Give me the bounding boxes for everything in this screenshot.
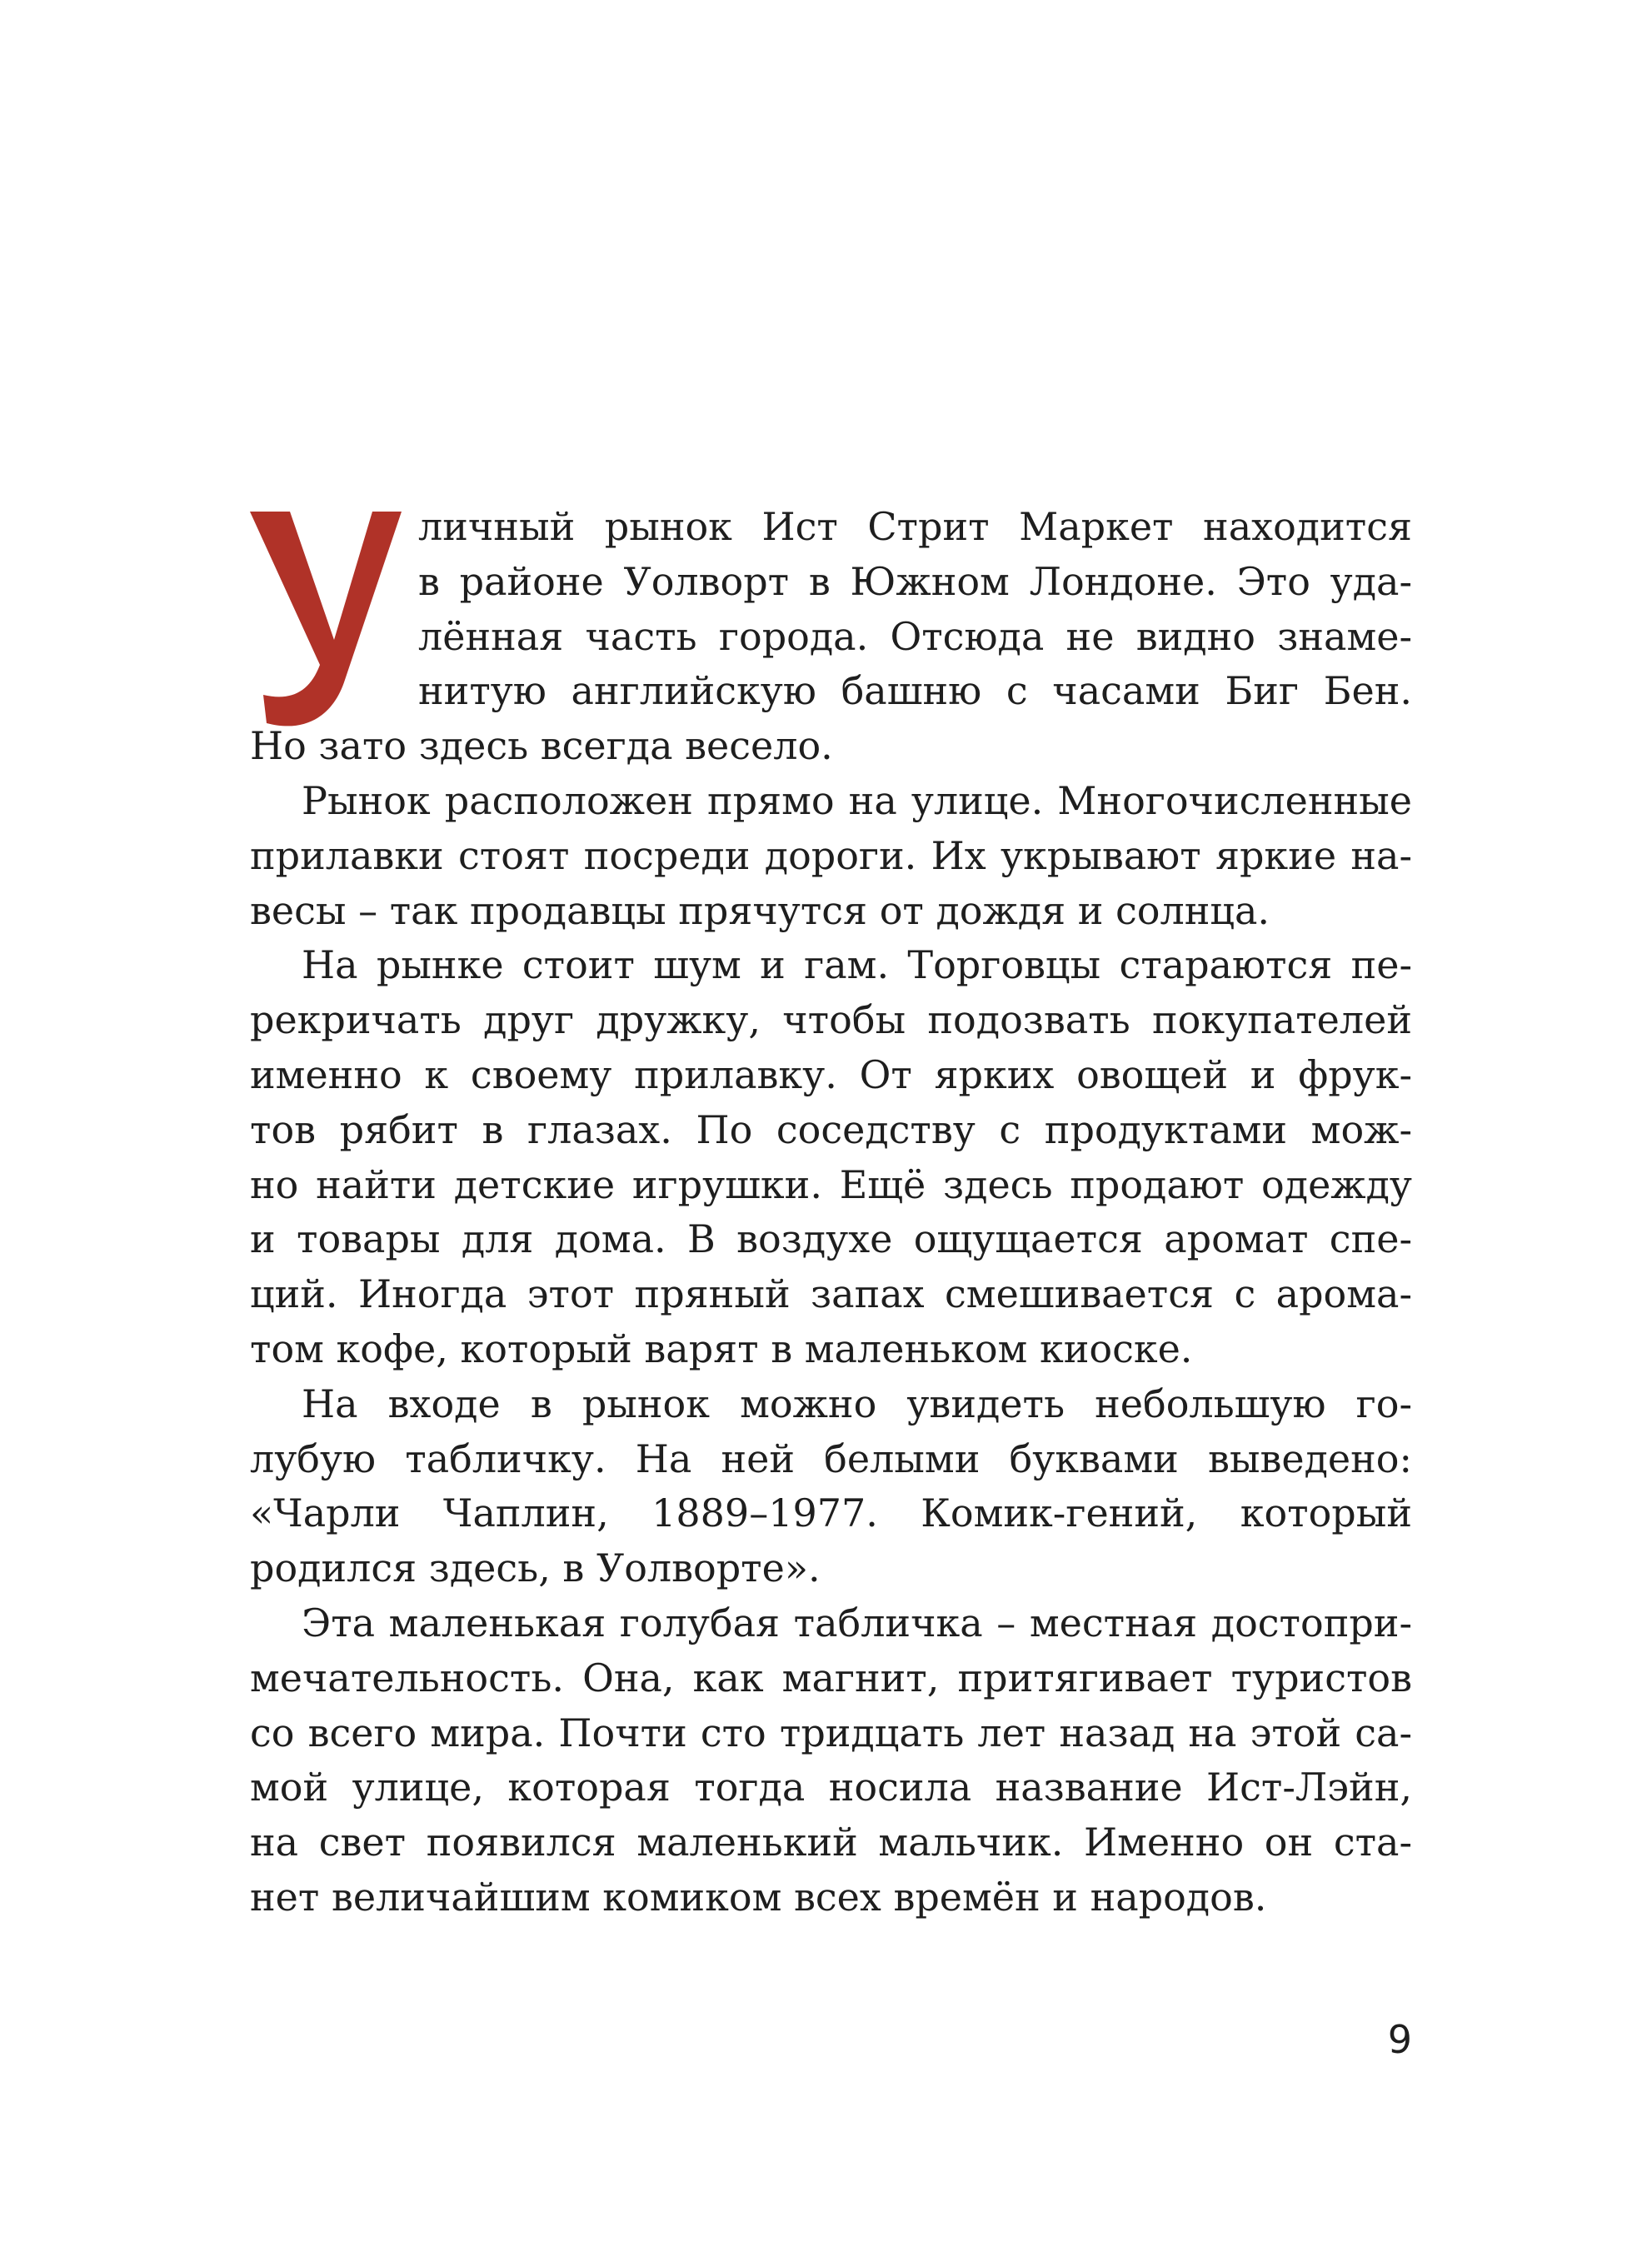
text-line: тов рябит в глазах. По соседству с продуктами мож- xyxy=(250,1106,1412,1152)
paragraph-5 xyxy=(250,1596,1412,1925)
page-number: 9 xyxy=(1387,2017,1412,2062)
text-line: прилавки стоят посреди дороги. Их укрывают яркие на- xyxy=(250,832,1412,878)
body-text xyxy=(250,500,1412,1925)
text-line: в районе Уолворт в Южном Лондоне. Это уда- xyxy=(418,558,1412,604)
text-line: рекричать друг дружку, чтобы подозвать покупателей xyxy=(250,997,1412,1043)
text-line: родился здесь, в Уолворте». xyxy=(250,1545,821,1591)
text-line: лённая часть города. Отсюда не видно знаме- xyxy=(418,613,1412,659)
paragraph-2 xyxy=(250,774,1412,938)
text-line: именно к своему прилавку. От ярких овощей и фрук- xyxy=(250,1051,1412,1097)
text-line: ций. Иногда этот пряный запах смешивается с арома- xyxy=(250,1271,1412,1317)
text-line: мой улице, которая тогда носила название Ист-Лэйн, xyxy=(250,1765,1412,1810)
text-line: «Чарли Чаплин, 1889–1977. Комик-гений, который xyxy=(250,1491,1412,1536)
text-line: личный рынок Ист Стрит Маркет находится xyxy=(418,504,1412,549)
text-line: но найти детские игрушки. Ещё здесь продают одежду xyxy=(250,1161,1412,1207)
paragraph-4 xyxy=(250,1377,1412,1596)
text-line: нет величайшим комиком всех времён и народов. xyxy=(250,1874,1267,1920)
text-line: и товары для дома. В воздухе ощущается аромат спе- xyxy=(250,1216,1412,1262)
text-line: со всего мира. Почти сто тридцать лет назад на этой са- xyxy=(250,1710,1412,1755)
text-line: Эта маленькая голубая табличка – местная достопри- xyxy=(302,1600,1412,1645)
text-line: лубую табличку. На ней белыми буквами выведено: xyxy=(250,1436,1412,1481)
text-line: нитую английскую башню с часами Биг Бен. xyxy=(418,668,1412,714)
text-line: Рынок расположен прямо на улице. Многочисленные xyxy=(302,777,1412,823)
text-line: весы – так продавцы прячутся от дождя и солнца. xyxy=(250,887,1270,933)
paragraph-1 xyxy=(250,500,1412,774)
text-line: На рынке стоит шум и гам. Торговцы стараются пе- xyxy=(302,942,1412,988)
text-line: мечательность. Она, как магнит, притягивает туристов xyxy=(250,1655,1412,1700)
text-line: том кофе, который варят в маленьком киоске. xyxy=(250,1326,1193,1371)
text-line: На входе в рынок можно увидеть небольшую го- xyxy=(302,1381,1412,1426)
text-line: на свет появился маленький мальчик. Именно он ста- xyxy=(250,1820,1412,1865)
paragraph-3 xyxy=(250,938,1412,1376)
text-line: Но зато здесь всегда весело. xyxy=(250,723,833,769)
